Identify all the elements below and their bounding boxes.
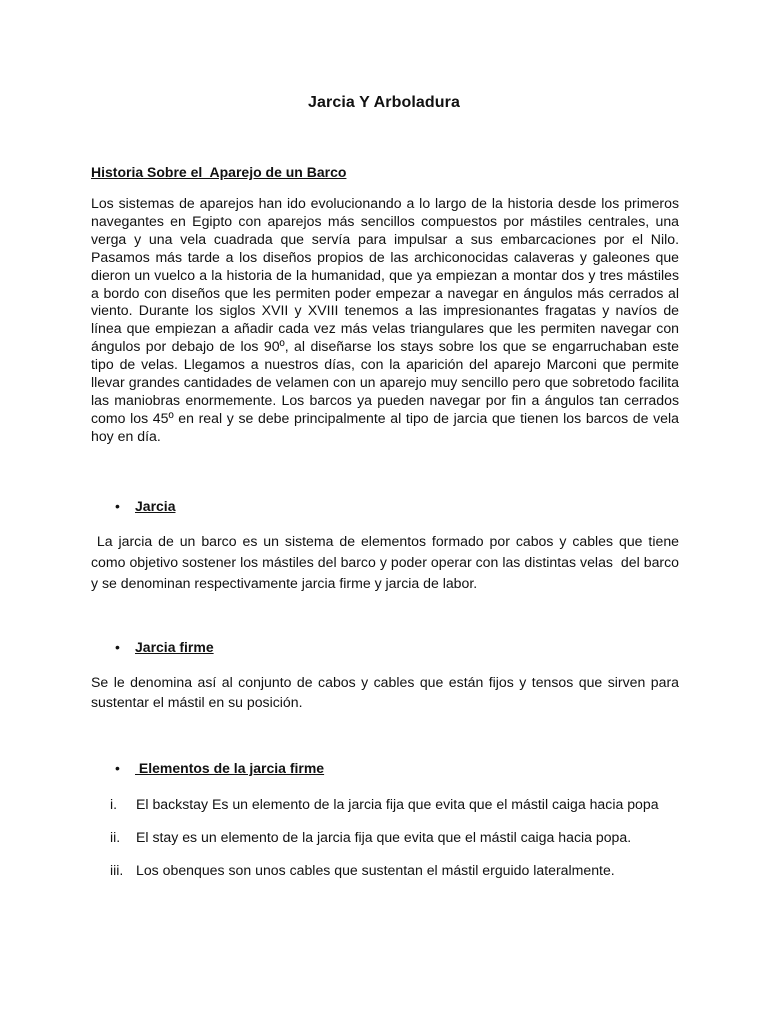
jarcia-firme-paragraph: Se le denomina así al conjunto de cabos y cables que están fijos y tensos que sirven para sustentar el mástil en su posición. (91, 674, 679, 710)
bullet-marker: • (115, 498, 120, 514)
document-title: Jarcia Y Arboladura (308, 94, 460, 111)
bullet-elementos (115, 760, 324, 776)
list-item-text: Los obenques son unos cables que sustentan el mástil erguido lateralmente. (136, 862, 615, 878)
list-item (110, 860, 679, 880)
list-item-number: ii. (110, 829, 121, 845)
jarcia-paragraph: La jarcia de un barco es un sistema de elementos formado por cabos y cables que tiene como objetivo sostener los mástiles del barco y poder operar con las distintas velas del barco y se denominan respectivamente jarcia firme y jarcia de labor. (91, 533, 683, 591)
bullet-label-jarcia: Jarcia (135, 498, 176, 514)
intro-paragraph: Los sistemas de aparejos han ido evolucionando a lo largo de la historia desde los primeros navegantes en Egipto con aparejos más sencillos compuestos por mástiles centrales, una verga y una vela cuadrada que servía para impulsar a sus embarcaciones por el Nilo. Pasamos más tarde a los diseños propios de las archiconocidas calaveras y galeones que dieron un vuelco a la historia de la humanidad, que ya empiezan a montar dos y tres mástiles a bordo con diseños que les permiten poder empezar a navegar en ángulos más cerrados al viento. Durante los siglos XVII y XVIII tenemos a las impresionantes fragatas y navíos de línea que empiezan a añadir cada vez más velas triangulares que les permiten navegar con ángulos por debajo de los 90º, al diseñarse los stays sobre los que se engarruchaban este tipo de velas. Llegamos a nuestros días, con la aparición del aparejo Marconi que permite llevar grandes cantidades de velamen con un aparejo muy sencillo pero que sobretodo facilita las maniobras enormemente. Los barcos ya pueden navegar por fin a ángulos tan cerrados como los 45º en real y se debe principalmente al tipo de jarcia que tienen los barcos de vela hoy en día. (91, 195, 679, 444)
elementos-list (110, 794, 679, 880)
bullet-label-jarcia-firme: Jarcia firme (135, 639, 214, 655)
bullet-marker: • (115, 760, 120, 776)
list-item (110, 827, 679, 847)
bullet-jarcia (115, 498, 175, 514)
bullet-jarcia-firme (115, 639, 214, 655)
section-heading-historia: Historia Sobre el Aparejo de un Barco (91, 164, 347, 180)
bullet-label-elementos: Elementos de la jarcia firme (135, 760, 325, 776)
list-item-number: i. (110, 796, 118, 812)
list-item-number: iii. (110, 862, 124, 878)
list-item-text: El backstay Es un elemento de la jarcia fija que evita que el mástil caiga hacia popa (136, 796, 659, 812)
list-item-text: El stay es un elemento de la jarcia fija que evita que el mástil caiga hacia popa. (136, 829, 632, 845)
list-item (110, 794, 679, 814)
bullet-marker: • (115, 639, 120, 655)
